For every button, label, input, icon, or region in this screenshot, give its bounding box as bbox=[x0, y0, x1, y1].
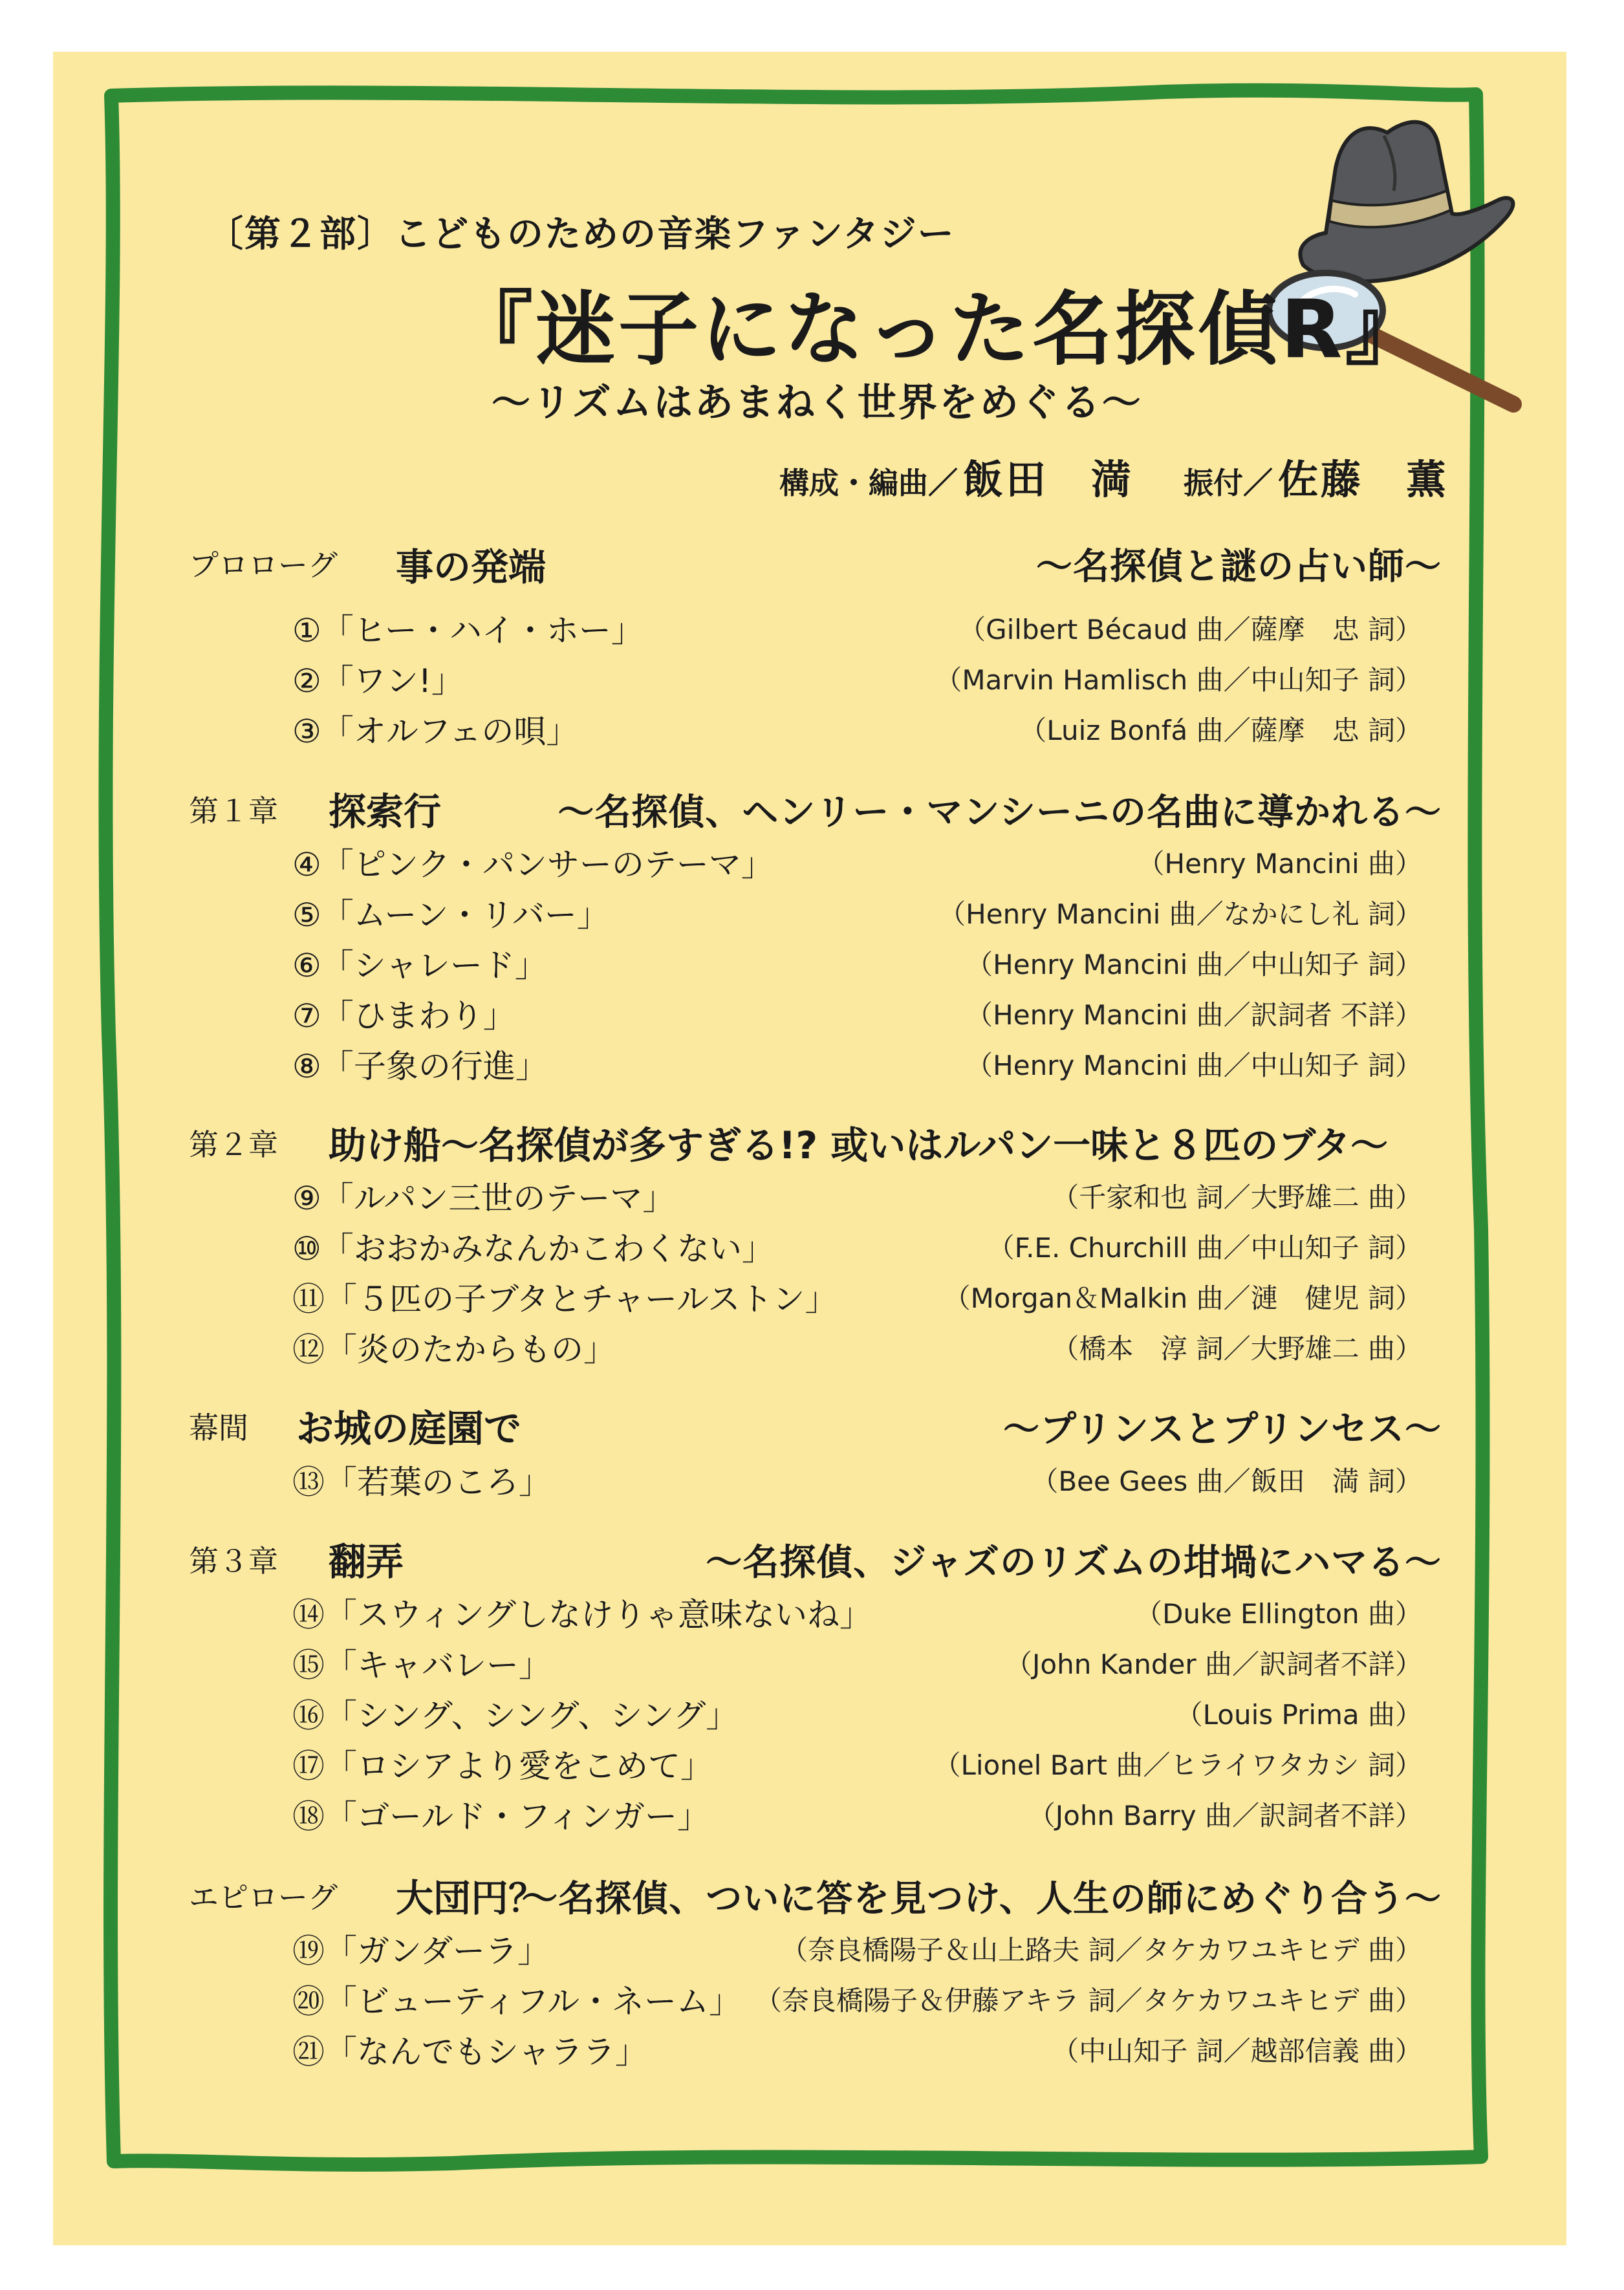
song-credit: （Henry Mancini 曲／中山知子 詞） bbox=[966, 949, 1422, 980]
section-title: 事の発端 bbox=[396, 545, 547, 589]
arranger-credit bbox=[779, 448, 1134, 505]
section-label: プロローグ bbox=[189, 548, 338, 583]
song-title: ⑩「おおかみなんかこわくない」 bbox=[292, 1230, 774, 1268]
song-title: ⑥「シャレード」 bbox=[292, 947, 547, 984]
song-title: ⑰「ロシアより愛をこめて」 bbox=[292, 1747, 713, 1785]
section-theme: ～名探偵、ヘンリー・マンシーニの名曲に導かれる～ bbox=[558, 792, 1442, 834]
page-subtitle: ～リズムはあまねく世界をめぐる～ bbox=[492, 380, 1143, 426]
song-credit: （Henry Mancini 曲／中山知子 詞） bbox=[966, 1050, 1422, 1081]
song-title: ①「ヒー・ハイ・ホー」 bbox=[292, 612, 644, 649]
song-title: ㉑「なんでもシャララ」 bbox=[292, 2033, 647, 2071]
section-title: 大団円？ bbox=[396, 1876, 547, 1920]
section-label: 第１章 bbox=[189, 794, 278, 828]
song-credit: （橋本 淳 詞／大野雄二 曲） bbox=[1052, 1333, 1422, 1365]
song-credit: （Duke Ellington 曲） bbox=[1135, 1598, 1422, 1630]
song-title: ⑲「ガンダーラ」 bbox=[292, 1932, 550, 1970]
part-label: 〔第２部〕 bbox=[207, 213, 395, 255]
song-credit: （Marvin Hamlisch 曲／中山知子 詞） bbox=[935, 664, 1422, 696]
arranger-role: 構成・編曲／ bbox=[779, 466, 958, 501]
song-credit: （奈良橋陽子＆伊藤アキラ 詞／タケカワユキヒデ 曲） bbox=[754, 1985, 1422, 2016]
song-credit: （Henry Mancini 曲／なかにし礼 詞） bbox=[938, 898, 1422, 930]
song-credit: （F.E. Churchill 曲／中山知子 詞） bbox=[987, 1232, 1422, 1264]
section-title: 助け船～名探偵が多すぎる!? 或いはルパン一味と８匹のブタ～ bbox=[329, 1123, 1389, 1167]
section-title: 翻弄 bbox=[329, 1540, 404, 1584]
song-title: ⑪「５匹の子ブタとチャールストン」 bbox=[292, 1280, 838, 1318]
program-subtitle bbox=[207, 206, 955, 257]
section-label: 幕間 bbox=[189, 1410, 248, 1445]
song-credit: （John Kander 曲／訳詞者不詳） bbox=[1005, 1648, 1422, 1680]
section-theme: ～名探偵と謎の占い師～ bbox=[1036, 546, 1442, 588]
song-title: ⑭「スウィングしなけりゃ意味ないね」 bbox=[292, 1596, 872, 1634]
song-credit: （Henry Mancini 曲／訳詞者 不詳） bbox=[966, 999, 1422, 1031]
section-theme: ～名探偵、ついに答を見つけ、人生の師にめぐり合う～ bbox=[521, 1878, 1442, 1920]
song-title: ④「ピンク・パンサーのテーマ」 bbox=[292, 846, 774, 883]
choreographer-name: 佐藤 薫 bbox=[1278, 456, 1449, 503]
song-credit: （Morgan＆Malkin 曲／漣 健児 詞） bbox=[943, 1282, 1422, 1314]
song-title: ⑱「ゴールド・フィンガー」 bbox=[292, 1798, 709, 1835]
section-label: 第３章 bbox=[189, 1544, 278, 1579]
song-title: ⑮「キャバレー」 bbox=[292, 1647, 551, 1684]
song-credit: （John Barry 曲／訳詞者不詳） bbox=[1028, 1800, 1422, 1831]
song-title: ⑯「シング、シング、シング」 bbox=[292, 1697, 739, 1734]
section-title: 探索行 bbox=[329, 790, 442, 834]
section-title: お城の庭園で bbox=[296, 1407, 522, 1451]
song-credit: （Luiz Bonfá 曲／薩摩 忠 詞） bbox=[1019, 715, 1422, 746]
choreographer-role: 振付／ bbox=[1184, 466, 1273, 501]
section-label: エピローグ bbox=[189, 1880, 338, 1915]
program-name: こどものための音楽ファンタジー bbox=[395, 213, 955, 255]
section-theme: ～名探偵、ジャズのリズムの坩堝にハマる～ bbox=[706, 1542, 1442, 1584]
song-credit: （奈良橋陽子＆山上路夫 詞／タケカワユキヒデ 曲） bbox=[781, 1934, 1422, 1966]
section-label: 第２章 bbox=[189, 1127, 278, 1162]
song-title: ②「ワン!」 bbox=[292, 662, 464, 700]
song-title: ⑦「ひまわり」 bbox=[292, 997, 515, 1035]
fedora-hat-icon bbox=[1300, 122, 1513, 282]
song-credit: （Henry Mancini 曲） bbox=[1137, 848, 1422, 880]
song-credit: （中山知子 詞／越部信義 曲） bbox=[1052, 2035, 1422, 2067]
song-title: ③「オルフェの唄」 bbox=[292, 713, 579, 750]
page-title: 『迷子になった名探偵R』 bbox=[453, 283, 1428, 376]
song-title: ⑬「若葉のころ」 bbox=[292, 1464, 551, 1501]
song-title: ⑧「子象の行進」 bbox=[292, 1048, 548, 1085]
song-title: ⑤「ムーン・リバー」 bbox=[292, 896, 609, 934]
song-title: ⑨「ルパン三世のテーマ」 bbox=[292, 1180, 675, 1217]
section-theme: ～プリンスとプリンセス～ bbox=[1003, 1409, 1442, 1451]
song-credit: （Bee Gees 曲／飯田 満 詞） bbox=[1031, 1465, 1422, 1497]
choreographer-credit bbox=[1184, 448, 1449, 505]
song-title: ⑳「ビューティフル・ネーム」 bbox=[292, 1983, 741, 2020]
song-title: ⑫「炎のたからもの」 bbox=[292, 1331, 616, 1368]
song-credit: （Lionel Bart 曲／ヒライワタカシ 詞） bbox=[933, 1749, 1422, 1781]
song-credit: （Gilbert Bécaud 曲／薩摩 忠 詞） bbox=[958, 614, 1422, 645]
song-credit: （Louis Prima 曲） bbox=[1175, 1699, 1422, 1731]
arranger-name: 飯田 満 bbox=[963, 456, 1134, 503]
song-credit: （千家和也 詞／大野雄二 曲） bbox=[1052, 1182, 1422, 1213]
